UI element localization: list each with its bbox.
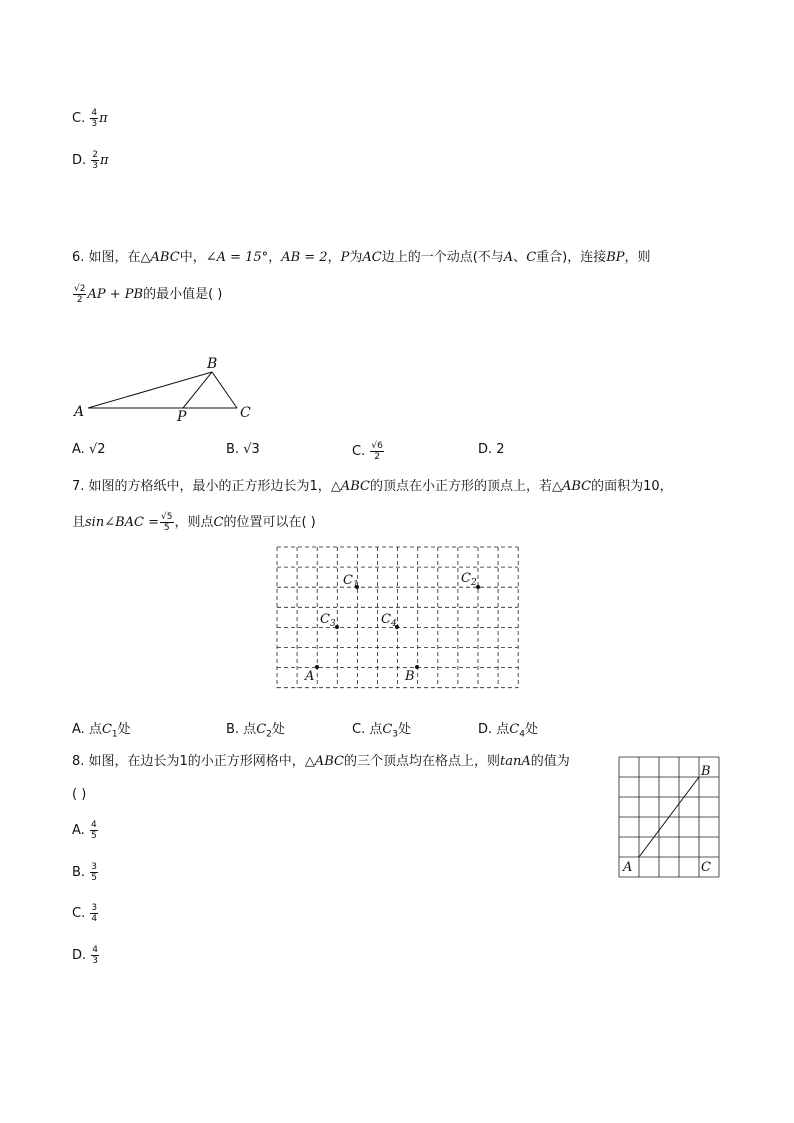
math: C bbox=[382, 722, 393, 737]
math: A bbox=[503, 250, 514, 265]
text: 处 bbox=[398, 722, 412, 737]
math: P bbox=[340, 250, 350, 265]
option-label: A. bbox=[72, 442, 85, 457]
label-b: B bbox=[701, 764, 711, 779]
math: tanA bbox=[499, 754, 531, 769]
math: C bbox=[101, 722, 112, 737]
label-p: P bbox=[177, 409, 187, 425]
label-a: A bbox=[623, 860, 633, 875]
text: 中， bbox=[179, 250, 206, 265]
math: BP bbox=[606, 250, 625, 265]
math: C bbox=[526, 250, 537, 265]
text: 边上的一个动点(不与 bbox=[381, 250, 504, 265]
numerator: 4 bbox=[91, 108, 98, 118]
q8-option-a bbox=[72, 820, 99, 841]
math: sin∠BAC = bbox=[85, 515, 160, 530]
option-label: B. bbox=[72, 865, 86, 880]
numerator: √5 bbox=[161, 512, 173, 522]
label-b: B bbox=[207, 356, 218, 372]
numerator: 4 bbox=[90, 820, 97, 830]
subscript: 2 bbox=[266, 729, 272, 740]
text: 的值为 bbox=[530, 754, 570, 769]
math: ∠A = 15° bbox=[205, 250, 269, 265]
label-c: C bbox=[240, 405, 251, 421]
denominator: 5 bbox=[163, 523, 170, 533]
text: ，则 bbox=[624, 250, 651, 265]
text: A. 点 bbox=[72, 722, 102, 737]
q8-stem-line2: ( ) bbox=[72, 787, 87, 802]
option-label: C. bbox=[72, 906, 86, 921]
text: 的最小值是( ) bbox=[143, 287, 223, 302]
q8-option-b bbox=[72, 862, 99, 883]
numerator: √2 bbox=[74, 284, 86, 294]
q6-option-d: D. 2 bbox=[478, 442, 505, 457]
subscript: 4 bbox=[519, 729, 525, 740]
option-label: A. bbox=[72, 823, 85, 838]
text: ，则点 bbox=[174, 515, 214, 530]
option-label: C. bbox=[352, 444, 366, 459]
text: 7. 如图的方格纸中，最小的正方形边长为1， bbox=[72, 479, 331, 494]
math: △ABC bbox=[330, 479, 370, 494]
numerator: 3 bbox=[91, 903, 98, 913]
numerator: 4 bbox=[92, 945, 99, 955]
denominator: 5 bbox=[91, 873, 97, 883]
denominator: 3 bbox=[91, 119, 98, 129]
text: 处 bbox=[524, 722, 538, 737]
denominator: 4 bbox=[91, 914, 98, 924]
pi-symbol: π bbox=[99, 111, 108, 126]
numerator: 3 bbox=[91, 862, 97, 872]
fraction bbox=[90, 903, 98, 924]
denominator: 3 bbox=[92, 956, 99, 966]
option-label: C. bbox=[72, 111, 86, 126]
fraction bbox=[90, 862, 98, 883]
label-c: C bbox=[701, 860, 711, 875]
text: C. 点 bbox=[352, 722, 383, 737]
label-c3: $C_3$ bbox=[320, 612, 336, 629]
text: 的三个顶点均在格点上，则 bbox=[343, 754, 500, 769]
text: 且 bbox=[72, 515, 86, 530]
label-b: B bbox=[405, 669, 415, 684]
numerator: 2 bbox=[92, 150, 99, 160]
denominator: 3 bbox=[92, 161, 99, 171]
text: D. 点 bbox=[478, 722, 510, 737]
denominator: 2 bbox=[76, 295, 83, 305]
option-value: √3 bbox=[243, 442, 260, 457]
denominator: 5 bbox=[90, 831, 97, 841]
label-a: A bbox=[305, 669, 315, 684]
math: C bbox=[256, 722, 267, 737]
math: AB = 2 bbox=[281, 250, 328, 265]
text: 6. 如图，在 bbox=[72, 250, 141, 265]
math: △ABC bbox=[551, 479, 592, 494]
fraction bbox=[90, 820, 98, 841]
text: 的面积为10， bbox=[591, 479, 673, 494]
q8-option-c bbox=[72, 903, 99, 924]
text: 处 bbox=[271, 722, 285, 737]
label-c1: $C_1$ bbox=[343, 573, 359, 590]
text: 的位置可以在( ) bbox=[223, 515, 316, 530]
text: 、 bbox=[513, 250, 527, 265]
pi-symbol: π bbox=[100, 153, 109, 168]
text: 的顶点在小正方形的顶点上，若 bbox=[369, 479, 552, 494]
math: AP + PB bbox=[87, 287, 144, 302]
option-label: B. bbox=[226, 442, 240, 457]
text: ， bbox=[268, 250, 282, 265]
subscript: 3 bbox=[392, 729, 399, 740]
option-label: D. bbox=[72, 153, 87, 168]
label-c4: $C_4$ bbox=[381, 612, 397, 629]
label-a: A bbox=[74, 404, 85, 420]
text: ， bbox=[327, 250, 341, 265]
fraction bbox=[91, 945, 99, 966]
subscript: 1 bbox=[111, 729, 118, 740]
text: B. 点 bbox=[226, 722, 257, 737]
text: 处 bbox=[117, 722, 131, 737]
option-label: D. bbox=[72, 948, 87, 963]
text: 重合)，连接 bbox=[536, 250, 607, 265]
label-c2: $C_2$ bbox=[461, 571, 477, 588]
math: C bbox=[509, 722, 520, 737]
text: 8. 如图，在边长为1的小正方形网格中， bbox=[72, 754, 305, 769]
q8-option-d bbox=[72, 945, 100, 966]
math: AC bbox=[362, 250, 382, 265]
math: △ABC bbox=[304, 754, 344, 769]
option-value: √2 bbox=[88, 442, 106, 457]
text: 为 bbox=[349, 250, 363, 265]
denominator: 2 bbox=[374, 452, 380, 462]
numerator: √6 bbox=[371, 441, 383, 451]
math: △ABC bbox=[140, 250, 180, 265]
math: C bbox=[213, 515, 224, 530]
